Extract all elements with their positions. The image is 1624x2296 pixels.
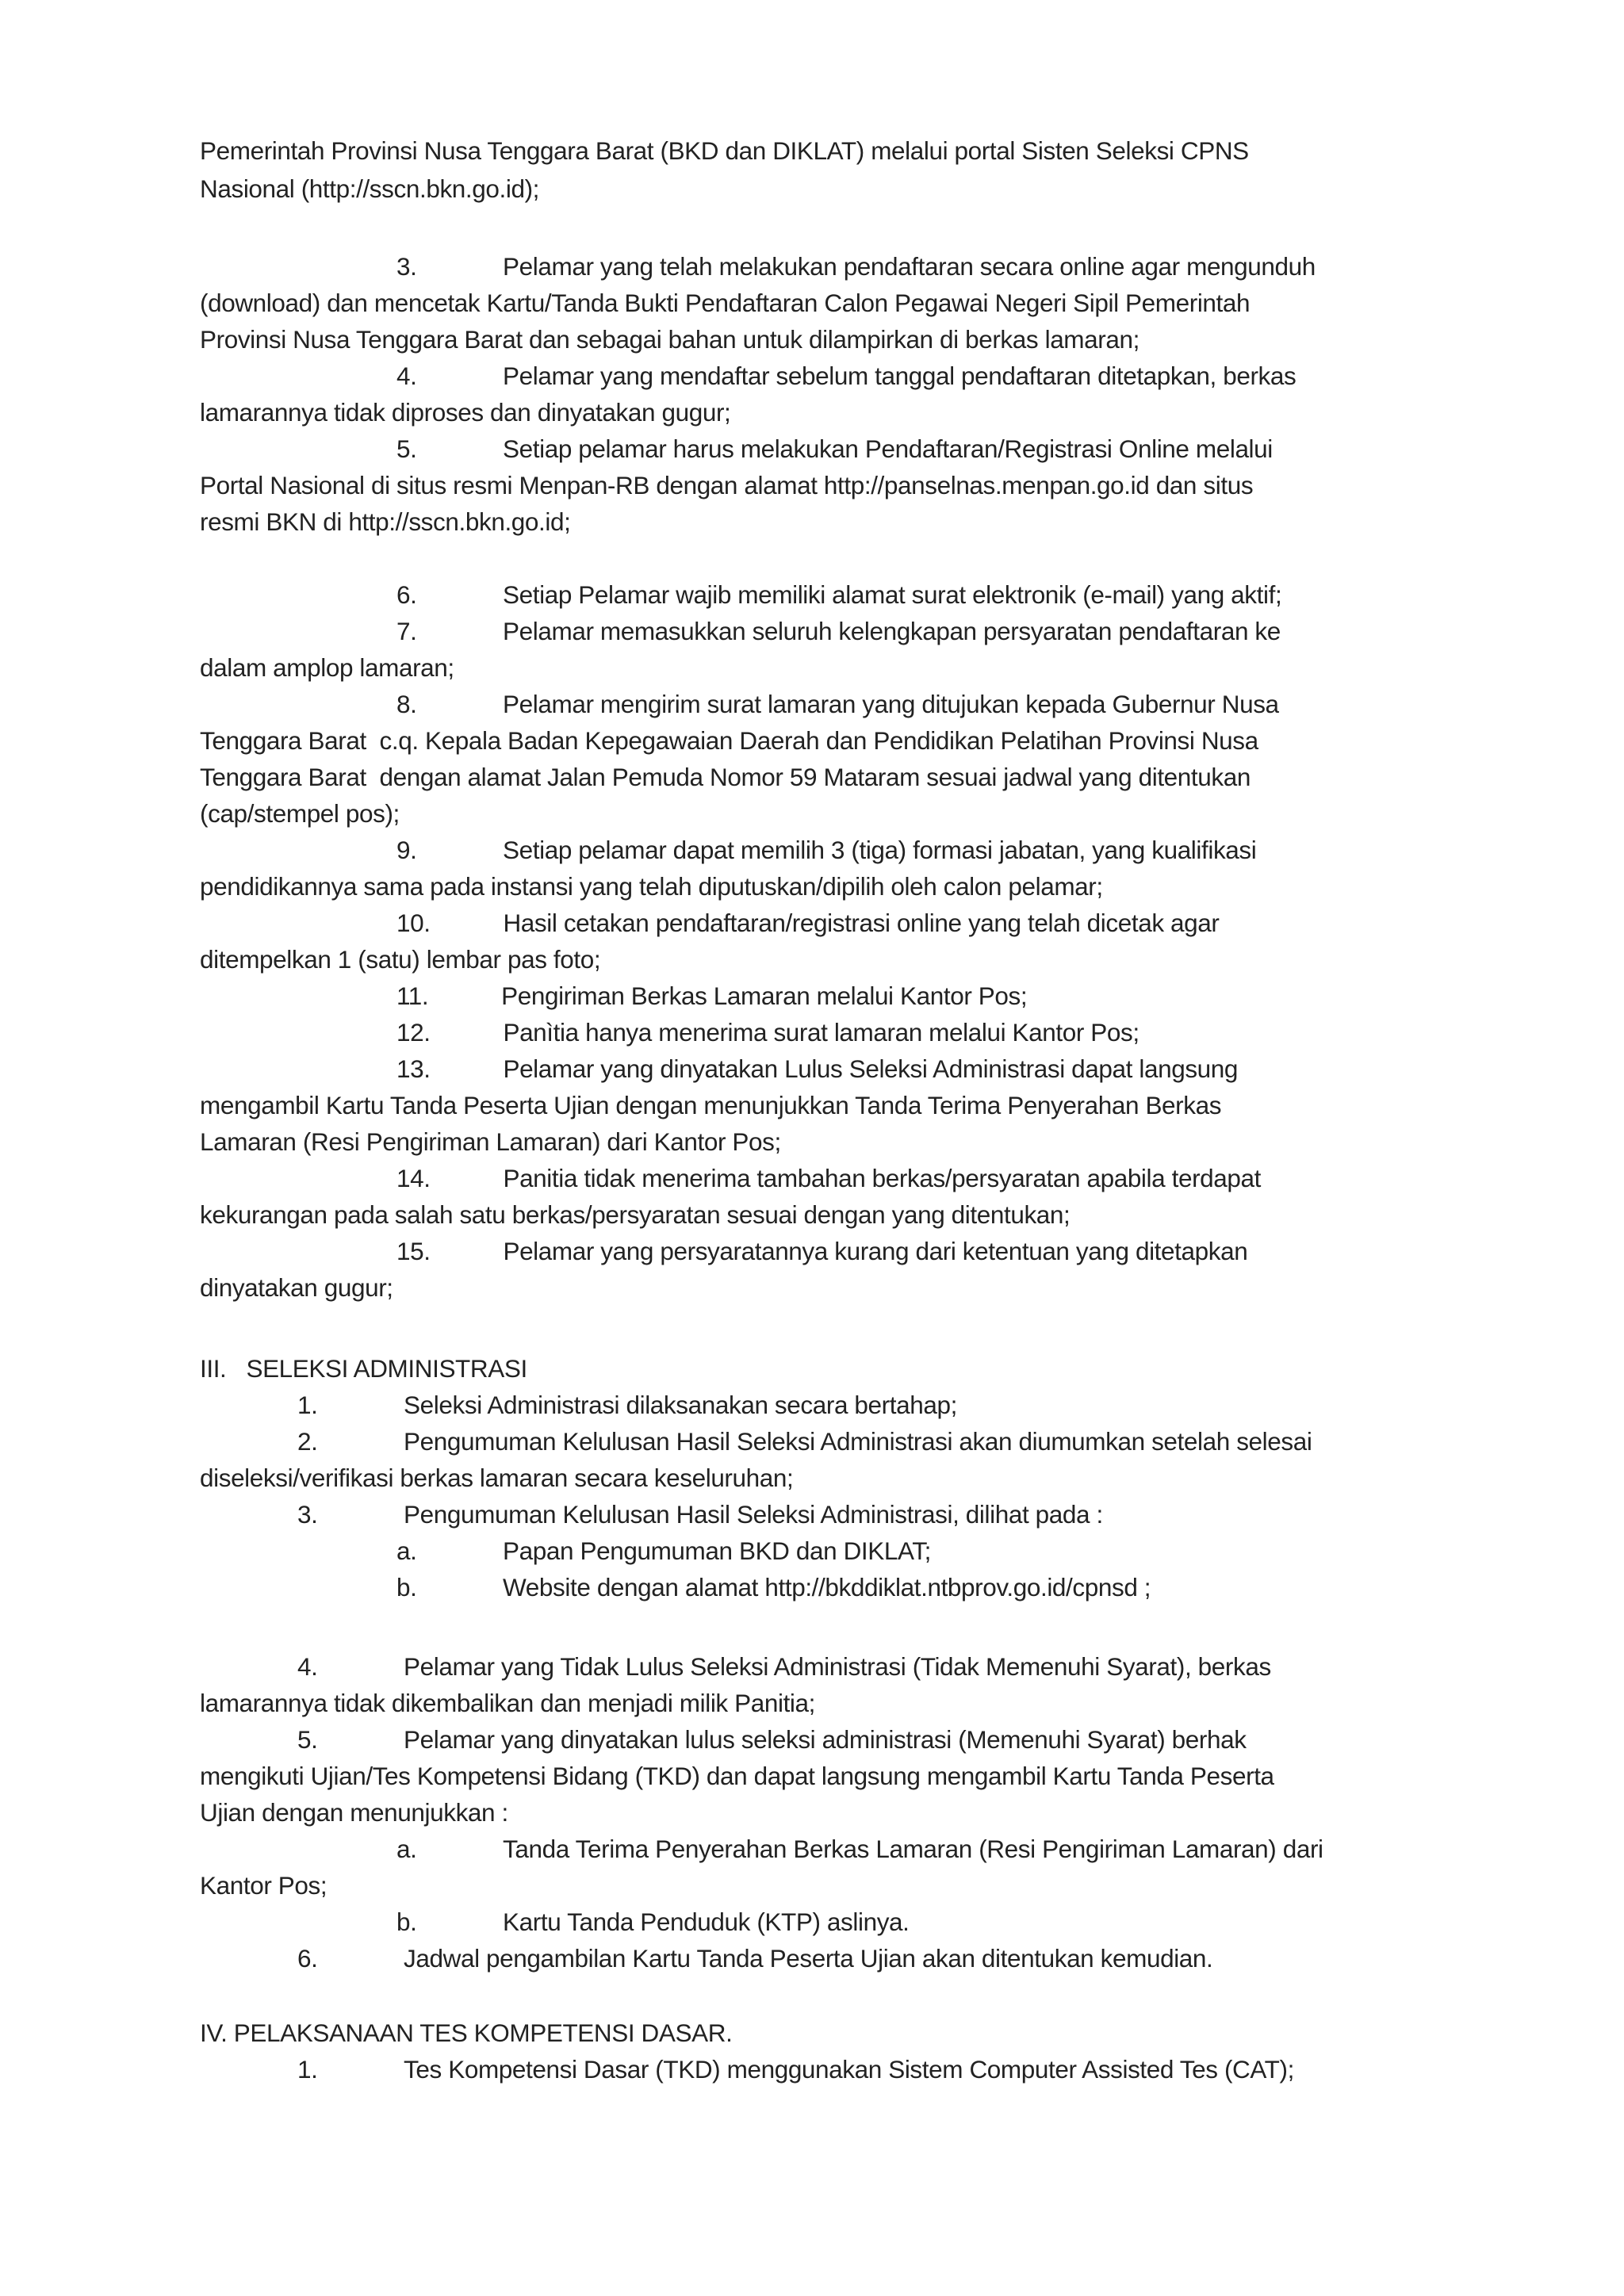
text-line: mengambil Kartu Tanda Peserta Ujian dengan menunjukkan Tanda Terima Penyerahan Berkas [200,1091,1222,1119]
text-line: 10. Hasil cetakan pendaftaran/registrasi online yang telah dicetak agar [396,909,1220,937]
text-line: 4. Pelamar yang Tidak Lulus Seleksi Administrasi (Tidak Memenuhi Syarat), berkas [297,1652,1271,1681]
text-line: pendidikannya sama pada instansi yang telah diputuskan/dipilih oleh calon pelamar; [200,872,1103,901]
text-line: 5. Pelamar yang dinyatakan lulus seleksi administrasi (Memenuhi Syarat) berhak [297,1725,1247,1754]
text-line: 8. Pelamar mengirim surat lamaran yang ditujukan kepada Gubernur Nusa [396,690,1279,718]
text-line: dinyatakan gugur; [200,1273,393,1302]
text-line: 7. Pelamar memasukkan seluruh kelengkapan persyaratan pendaftaran ke [396,617,1281,645]
text-line: Portal Nasional di situs resmi Menpan-RB dengan alamat http://panselnas.menpan.go.id dan situs [200,471,1254,499]
text-line: b. Website dengan alamat http://bkddiklat.ntbprov.go.id/cpnsd ; [396,1573,1151,1601]
text-line: kekurangan pada salah satu berkas/persyaratan sesuai dengan yang ditentukan; [200,1200,1071,1229]
text-line: a. Papan Pengumuman BKD dan DIKLAT; [396,1536,931,1565]
text-line: lamarannya tidak dikembalikan dan menjadi milik Panitia; [200,1689,816,1717]
text-line: 6. Jadwal pengambilan Kartu Tanda Peserta Ujian akan ditentukan kemudian. [297,1944,1213,1973]
text-line: (download) dan mencetak Kartu/Tanda Bukti Pendaftaran Calon Pegawai Negeri Sipil Pemerintah [200,289,1251,317]
text-line: 3. Pengumuman Kelulusan Hasil Seleksi Administrasi, dilihat pada : [297,1500,1103,1529]
text-line: diseleksi/verifikasi berkas lamaran secara keseluruhan; [200,1464,794,1492]
text-line: Pemerintah Provinsi Nusa Tenggara Barat (BKD dan DIKLAT) melalui portal Sisten Seleksi CPNS [200,136,1249,165]
text-line: 12. Panìtia hanya menerima surat lamaran melalui Kantor Pos; [396,1018,1139,1047]
text-line: resmi BKN di http://sscn.bkn.go.id; [200,507,571,536]
text-line: 5. Setiap pelamar harus melakukan Pendaftaran/Registrasi Online melalui [396,434,1273,463]
text-line: lamarannya tidak diproses dan dinyatakan gugur; [200,398,731,427]
text-line: Kantor Pos; [200,1871,327,1900]
text-line: 15. Pelamar yang persyaratannya kurang dari ketentuan yang ditetapkan [396,1237,1248,1265]
text-line: IV. PELAKSANAAN TES KOMPETENSI DASAR. [200,2019,733,2047]
text-line: Tenggara Barat dengan alamat Jalan Pemuda Nomor 59 Mataram sesuai jadwal yang ditentukan [200,763,1251,791]
text-line: 13. Pelamar yang dinyatakan Lulus Seleksi Administrasi dapat langsung [396,1054,1239,1083]
text-line: 11. Pengiriman Berkas Lamaran melalui Kantor Pos; [396,982,1028,1010]
text-line: Lamaran (Resi Pengiriman Lamaran) dari Kantor Pos; [200,1127,781,1156]
text-line: 4. Pelamar yang mendaftar sebelum tanggal pendaftaran ditetapkan, berkas [396,362,1297,390]
text-line: ditempelkan 1 (satu) lembar pas foto; [200,945,601,974]
text-line: Nasional (http://sscn.bkn.go.id); [200,174,540,203]
text-line: Tenggara Barat c.q. Kepala Badan Kepegawaian Daerah dan Pendidikan Pelatihan Provinsi Nusa [200,726,1258,755]
text-line: 2. Pengumuman Kelulusan Hasil Seleksi Administrasi akan diumumkan setelah selesai [297,1427,1312,1456]
text-line: Ujian dengan menunjukkan : [200,1798,508,1827]
text-line: (cap/stempel pos); [200,799,400,828]
text-line: a. Tanda Terima Penyerahan Berkas Lamaran (Resi Pengiriman Lamaran) dari [396,1835,1323,1863]
text-line: 6. Setiap Pelamar wajib memiliki alamat surat elektronik (e-mail) yang aktif; [396,580,1282,609]
text-line: 1. Seleksi Administrasi dilaksanakan secara bertahap; [297,1391,957,1419]
text-line: III. SELEKSI ADMINISTRASI [200,1354,527,1383]
text-line: dalam amplop lamaran; [200,653,454,682]
text-line: mengikuti Ujian/Tes Kompetensi Bidang (TKD) dan dapat langsung mengambil Kartu Tanda Peserta [200,1762,1274,1790]
text-line: 14. Panitia tidak menerima tambahan berkas/persyaratan apabila terdapat [396,1164,1261,1192]
text-line: b. Kartu Tanda Penduduk (KTP) aslinya. [396,1908,910,1936]
text-line: 3. Pelamar yang telah melakukan pendaftaran secara online agar mengunduh [396,252,1316,281]
text-line: 9. Setiap pelamar dapat memilih 3 (tiga) formasi jabatan, yang kualifikasi [396,836,1257,864]
text-line: Provinsi Nusa Tenggara Barat dan sebagai bahan untuk dilampirkan di berkas lamaran; [200,325,1139,354]
text-line: 1. Tes Kompetensi Dasar (TKD) menggunakan Sistem Computer Assisted Tes (CAT); [297,2055,1294,2084]
